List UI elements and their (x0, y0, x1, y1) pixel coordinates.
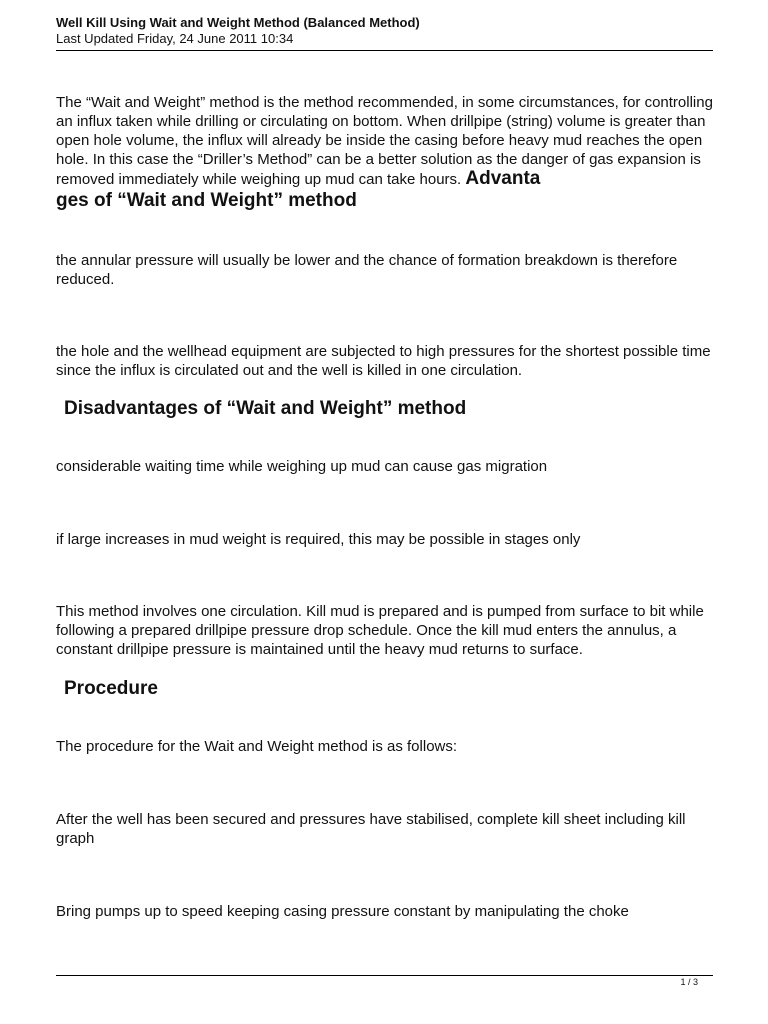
advantages-heading: ges of “Wait and Weight” method (56, 190, 357, 211)
disadvantage-item-1: considerable waiting time while weighing up mud can cause gas migration (56, 458, 548, 475)
method-description: This method involves one circulation. Kill mud is prepared and is pumped from surface to bit while following a prepared drillpipe pressure drop schedule. Once the kill mud enters the annulus, a constant drillpipe pressure is maintained until the heavy mud returns to surface. (56, 603, 704, 658)
procedure-step-2: Bring pumps up to speed keeping casing pressure constant by manipulating the choke (56, 903, 629, 920)
procedure-heading: Procedure (64, 678, 158, 699)
advantage-item-1: the annular pressure will usually be lower and the chance of formation breakdown is therefore reduced. (56, 252, 678, 288)
footer-divider (56, 975, 713, 976)
disadvantages-heading: Disadvantages of “Wait and Weight” method (64, 398, 467, 419)
advantages-heading-start: Advanta (465, 168, 541, 189)
intro-text: The “Wait and Weight” method is the method recommended, in some circumstances, for controlling an influx taken while drilling or circulating on bottom. When drillpipe (string) volume is greater than open hole volume, the influx will already be inside the casing before heavy mud reaches the open hole. In this case the “Driller’s Method” can be a better solution as the danger of gas expansion is removed immediately while weighing up mud can take hours. (56, 94, 713, 188)
document-title: Well Kill Using Wait and Weight Method (Balanced Method) (56, 15, 420, 30)
header-divider (56, 50, 713, 51)
disadvantage-item-2: if large increases in mud weight is required, this may be possible in stages only (56, 531, 581, 548)
intro-paragraph (56, 93, 716, 189)
procedure-intro: The procedure for the Wait and Weight method is as follows: (56, 738, 458, 755)
advantage-item-2: the hole and the wellhead equipment are subjected to high pressures for the shortest possible time since the influx is circulated out and the well is killed in one circulation. (56, 343, 711, 379)
procedure-step-1: After the well has been secured and pressures have stabilised, complete kill sheet including kill graph (56, 811, 686, 847)
last-updated: Last Updated Friday, 24 June 2011 10:34 (56, 31, 294, 46)
page-number: 1 / 3 (680, 977, 698, 987)
